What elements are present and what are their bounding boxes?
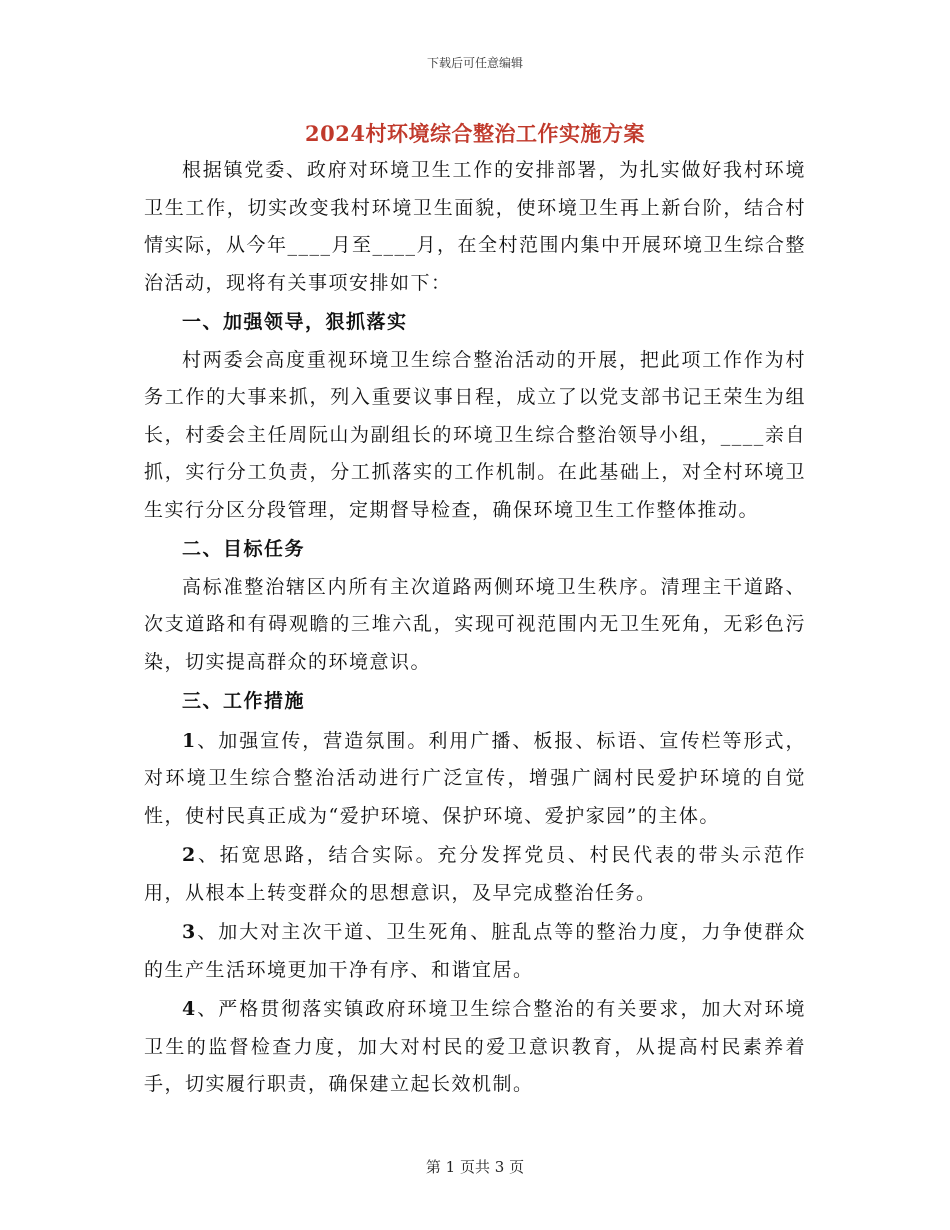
measure-text: 、拓宽思路，结合实际。充分发挥党员、村民代表的带头示范作用，从根本上转变群众的思想意识，及早完成整治任务。 — [144, 844, 806, 904]
document-title: 2024村环境综合整治工作实施方案 — [305, 121, 645, 146]
measure-number: 2 — [182, 844, 197, 866]
measure-text: 、加强宣传，营造氛围。利用广播、板报、标语、宣传栏等形式，对环境卫生综合整治活动进行广泛宣传，增强广阔村民爱护环境的自觉性，使村民真正成为“爱护环境、保护环境、爱护家园”的主体。 — [144, 729, 806, 827]
measure-item-4 — [144, 991, 806, 1104]
measure-number: 4 — [182, 998, 197, 1020]
section-2-heading: 二、目标任务 — [182, 538, 306, 560]
document-body — [144, 152, 806, 1104]
measure-text: 、严格贯彻落实镇政府环境卫生综合整治的有关要求，加大对环境卫生的监督检查力度，加大对村民的爱卫意识教育，从提高村民素养着手，切实履行职责，确保建立起长效机制。 — [144, 998, 806, 1095]
measure-number: 1 — [182, 729, 197, 752]
section-2-paragraph: 高标准整治辖区内所有主次道路两侧环境卫生秩序。清理主干道路、次支道路和有碍观瞻的三堆六乱，实现可视范围内无卫生死角，无彩色污染，切实提高群众的环境意识。 — [144, 575, 806, 673]
measure-item-3 — [144, 914, 806, 989]
intro-paragraph: 根据镇党委、政府对环境卫生工作的安排部署，为扎实做好我村环境卫生工作，切实改变我村环境卫生面貌，使环境卫生再上新台阶，结合村情实际，从今年____月至____月，在全村范围内集中开展环境卫生综合整治活动，现将有关事项安排如下： — [144, 159, 807, 294]
measure-text: 、加大对主次干道、卫生死角、脏乱点等的整治力度，力争使群众的生产生活环境更加干净有序、和谐宜居。 — [144, 921, 806, 981]
section-1-heading: 一、加强领导，狠抓落实 — [182, 311, 408, 333]
section-3-heading: 三、工作措施 — [182, 690, 306, 712]
header-note: 下载后可任意编辑 — [426, 56, 523, 70]
measure-item-1 — [144, 723, 806, 836]
section-1-paragraph: 村两委会高度重视环境卫生综合整治活动的开展，把此项工作作为村务工作的大事来抓，列入重要议事日程，成立了以党支部书记王荣生为组长，村委会主任周阮山为副组长的环境卫生综合整治领导小组，____亲自抓，实行分工负责，分工抓落实的工作机制。在此基础上，对全村环境卫生实行分区分段管理，定期督导检查，确保环境卫生工作整体推动。 — [144, 348, 806, 521]
page-number: 第 1 页共 3 页 — [425, 1158, 525, 1176]
measure-number: 3 — [182, 921, 197, 943]
measure-item-2 — [144, 837, 806, 912]
